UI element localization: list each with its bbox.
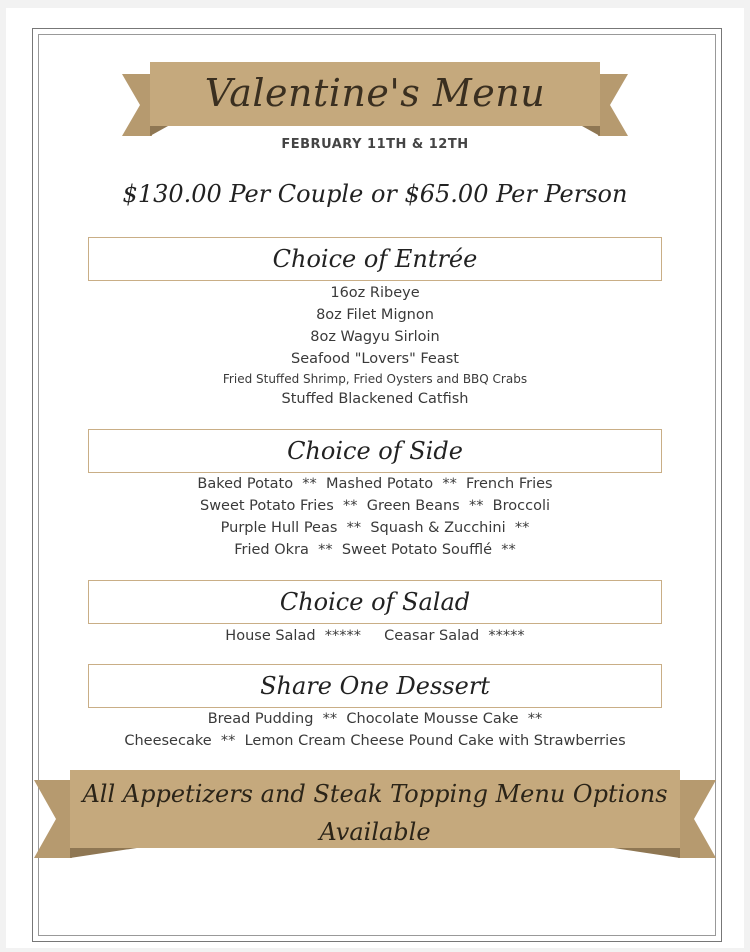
menu-title: Valentine's Menu — [204, 71, 546, 115]
dessert-list — [0, 708, 750, 752]
entree-item: Seafood "Lovers" Feast — [291, 351, 459, 367]
footer-note — [70, 775, 680, 851]
side-line: Fried Okra ** Sweet Potato Soufflé ** — [234, 542, 516, 558]
entree-item: Stuffed Blackened Catfish — [281, 391, 469, 407]
entree-item: 8oz Filet Mignon — [316, 307, 434, 323]
title-ribbon-right-tail — [598, 74, 628, 136]
entree-item-description: Fried Stuffed Shrimp, Fried Oysters and BBQ Crabs — [222, 372, 528, 386]
menu-price: $130.00 Per Couple or $65.00 Per Person — [122, 180, 628, 208]
side-line: Purple Hull Peas ** Squash & Zucchini ** — [220, 520, 530, 536]
section-heading-side: Choice of Side — [88, 429, 662, 473]
entree-item: 16oz Ribeye — [330, 285, 420, 301]
salad-line: House Salad ***** Ceasar Salad ***** — [225, 628, 525, 644]
section-heading-dessert: Share One Dessert — [88, 664, 662, 708]
section-heading-entree: Choice of Entrée — [88, 237, 662, 281]
side-line: Baked Potato ** Mashed Potato ** French Fries — [197, 476, 553, 492]
entree-item: 8oz Wagyu Sirloin — [310, 329, 440, 345]
side-line: Sweet Potato Fries ** Green Beans ** Broccoli — [199, 498, 550, 514]
menu-date: FEBRUARY 11TH & 12TH — [281, 137, 469, 152]
footer-line-2: Available — [319, 818, 431, 846]
dessert-line: Cheesecake ** Lemon Cream Cheese Pound Cake with Strawberries — [124, 733, 626, 749]
footer-ribbon-left-tail — [34, 780, 72, 858]
dessert-line: Bread Pudding ** Chocolate Mousse Cake ** — [207, 711, 543, 727]
salad-list — [0, 625, 750, 647]
title-ribbon-left-tail — [122, 74, 152, 136]
title-ribbon-left-fold — [150, 126, 168, 136]
footer-line-1: All Appetizers and Steak Topping Menu Options — [82, 780, 668, 808]
side-list — [0, 473, 750, 561]
title-ribbon-right-fold — [582, 126, 600, 136]
footer-ribbon-right-tail — [678, 780, 716, 858]
entree-list — [0, 282, 750, 410]
section-heading-salad: Choice of Salad — [88, 580, 662, 624]
